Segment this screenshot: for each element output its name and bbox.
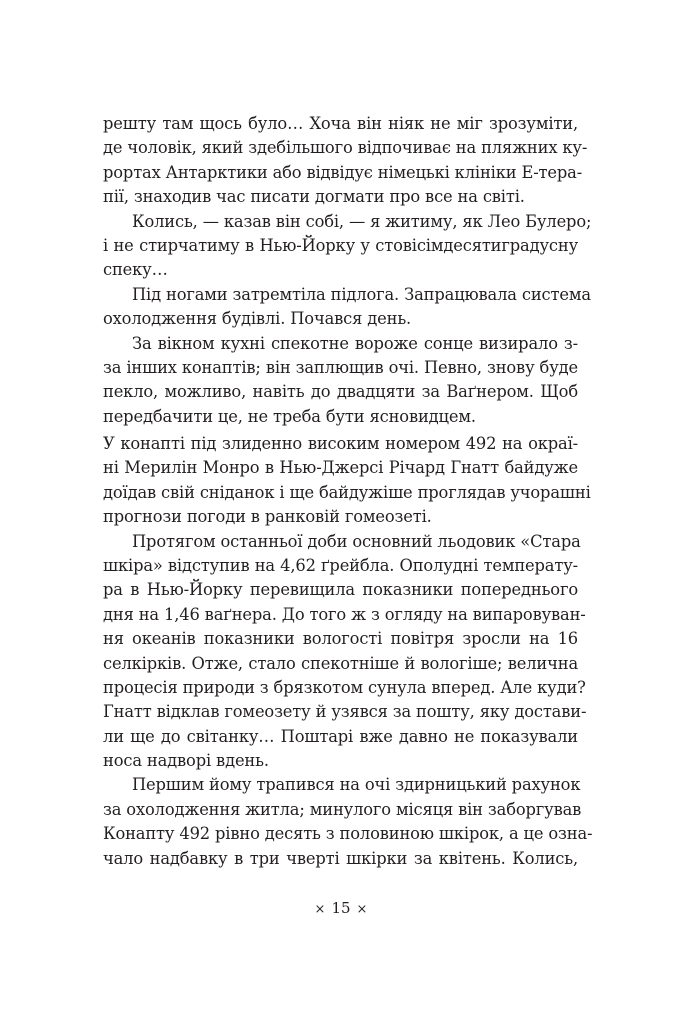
page-number: 15 [331,899,351,917]
text-line: У конапті під злиденно високим номером 492 на окраї- [103,434,578,453]
text-line: за охолодження житла; минулого місяця він заборгував [103,799,582,819]
text-line: ли ще до світанку… Поштарі вже давно не показували [103,726,578,746]
text-block-upper [103,112,592,429]
text-line: де чоловік, який здебільшого відпочиває на пляжних ку- [103,138,588,158]
text-line: спеку… [103,260,168,280]
text-line: Протягом останньої доби основний льодовик «Стара [132,531,581,551]
text-block-lower [103,432,593,871]
text-line: за інших конаптів; він заплющив очі. Певно, знову буде [103,357,578,377]
ornament-right-icon: × [356,902,368,917]
text-line: охолодження будівлі. Почався день. [103,309,412,329]
text-line: Першим йому трапився на очі здирницький рахунок [132,775,581,795]
text-line: доїдав свій сніданок і ще байдужіше проглядав учорашні [103,482,591,502]
text-line: дня на 1,46 ваґнера. До того ж з огляду на випаровуван- [103,604,586,624]
text-line: і не стирчатиму в Нью-Йорку у стовісімдесятиградусну [103,235,578,255]
text-line: Під ногами затремтіла підлога. Запрацювала система [132,284,591,304]
text-line: шкіра» відступив на 4,62 ґрейбла. Ополудні температу- [103,555,578,575]
text-line: чало надбавку в три чверті шкірки за квітень. Колись, [103,848,578,868]
text-line: ня океанів показники вологості повітря зросли на 16 [103,629,578,649]
text-line: селкірків. Отже, стало спекотніше й вологіше; велична [103,653,578,673]
text-line: передбачити це, не треба бути ясновидцем. [103,406,476,426]
text-line: прогнози погоди в ранковій гомеозеті. [103,507,432,527]
text-line: пекло, можливо, навіть до двадцяти за Ваґнером. Щоб [103,382,578,402]
text-line: рортах Антарктики або відвідує німецькі клініки Е-тера- [103,162,583,182]
ornament-left-icon: × [314,902,326,917]
text-line: решту там щось було… Хоча він ніяк не міг зрозуміти, [103,114,578,133]
text-line: Гнатт відклав гомеозету й узявся за пошту, яку достави- [103,702,587,722]
text-line: Конапту 492 рівно десять з половиною шкірок, а це озна- [103,824,593,844]
text-line: ні Мерилін Монро в Нью-Джерсі Річард Гнатт байдуже [103,458,578,478]
text-line: Колись, — казав він собі, — я житиму, як Лео Булеро; [132,211,592,231]
text-line: ра в Нью-Йорку перевищила показники попереднього [103,580,578,600]
text-line: процесія природи з брязкотом сунула вперед. Але куди? [103,677,586,697]
text-line: пії, знаходив час писати догмати про все на світі. [103,187,525,207]
text-line: За вікном кухні спекотне вороже сонце визирало з- [132,333,578,353]
text-line: носа надворі вдень. [103,751,269,771]
page-footer [0,898,682,920]
